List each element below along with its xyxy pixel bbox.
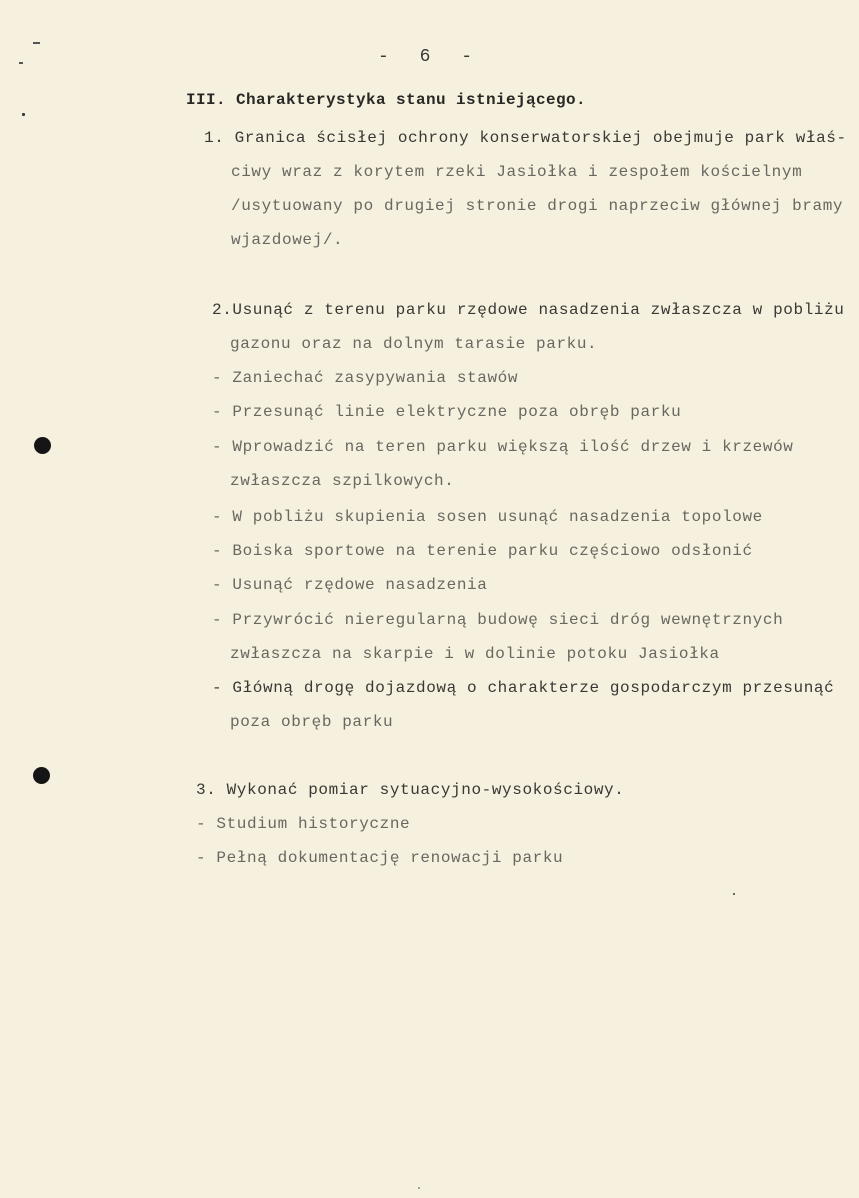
point1-line-1: 1. Granica ścisłej ochrony konserwatorskiej obejmuje park właś- xyxy=(204,129,847,147)
point2-item-8: - Główną drogę dojazdową o charakterze gospodarczym przesunąć xyxy=(212,679,835,697)
point1-line-2: ciwy wraz z korytem rzeki Jasiołka i zespołem kościelnym xyxy=(231,163,803,181)
point2-line-1: 2.Usunąć z terenu parku rzędowe nasadzenia zwłaszcza w pobliżu xyxy=(212,301,845,319)
point2-item-8-cont: poza obręb parku xyxy=(230,713,394,731)
point3-item-2: - Pełną dokumentację renowacji parku xyxy=(196,849,564,867)
margin-speck xyxy=(22,113,25,116)
margin-mark xyxy=(19,62,23,64)
point2-item-7-cont: zwłaszcza na skarpie i w dolinie potoku Jasiołka xyxy=(230,645,720,663)
page-number: - 6 - xyxy=(378,47,483,67)
point2-item-6: - Usunąć rzędowe nasadzenia xyxy=(212,576,488,594)
margin-mark xyxy=(33,42,40,44)
punch-hole-top xyxy=(34,437,51,454)
point2-item-1: - Zaniechać zasypywania stawów xyxy=(212,369,519,387)
paper-speck xyxy=(418,1187,420,1189)
point3-line-1: 3. Wykonać pomiar sytuacyjno-wysokościowy. xyxy=(196,781,625,799)
point2-item-5: - Boiska sportowe na terenie parku częściowo odsłonić xyxy=(212,542,753,560)
point2-item-2: - Przesunąć linie elektryczne poza obręb parku xyxy=(212,403,682,421)
point2-item-3: - Wprowadzić na teren parku większą ilość drzew i krzewów xyxy=(212,438,794,456)
point1-line-3: /usytuowany po drugiej stronie drogi naprzeciw głównej bramy xyxy=(231,197,844,215)
paper-speck xyxy=(733,893,735,895)
punch-hole-bottom xyxy=(33,767,50,784)
point2-item-3-cont: zwłaszcza szpilkowych. xyxy=(230,472,455,490)
point2-item-7: - Przywrócić nieregularną budowę sieci dróg wewnętrznych xyxy=(212,611,784,629)
point3-item-1: - Studium historyczne xyxy=(196,815,411,833)
point1-line-4: wjazdowej/. xyxy=(231,231,344,249)
point2-line-2: gazonu oraz na dolnym tarasie parku. xyxy=(230,335,598,353)
section-heading: III. Charakterystyka stanu istniejącego. xyxy=(186,91,587,109)
point2-item-4: - W pobliżu skupienia sosen usunąć nasadzenia topolowe xyxy=(212,508,763,526)
